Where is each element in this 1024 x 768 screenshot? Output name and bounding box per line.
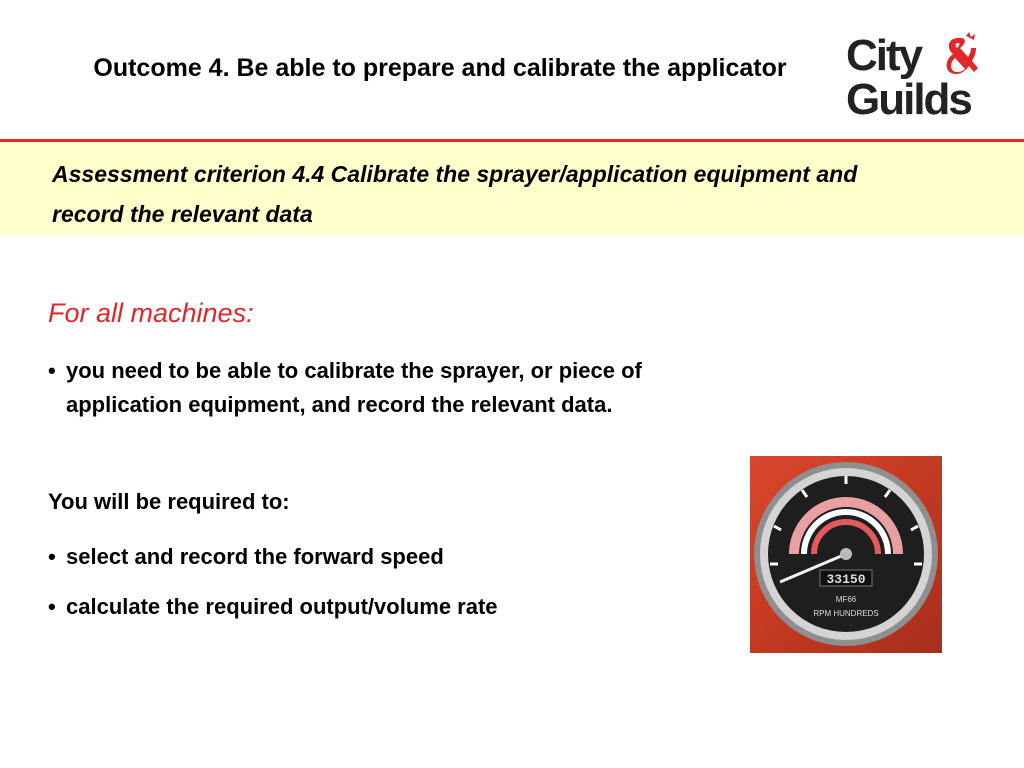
logo-guilds-wordmark: Guilds <box>846 75 971 124</box>
bullet-glyph: • <box>48 358 56 383</box>
gauge-center-label: MF66 <box>835 595 857 604</box>
tractormeter-gauge-illustration <box>750 456 942 653</box>
city-and-guilds-logo <box>846 31 976 124</box>
gauge-bottom-label: RPM HUNDREDS <box>813 609 879 618</box>
bullet-glyph: • <box>48 544 56 569</box>
bullet-text: select and record the forward speed <box>66 544 444 569</box>
section-heading: For all machines: <box>48 298 254 328</box>
bullet-item <box>48 590 668 624</box>
counter-reading: 33150 <box>826 572 866 587</box>
ampersand-lion-icon <box>938 32 978 80</box>
gauge-photo <box>750 456 942 653</box>
logo-city-wordmark: City <box>846 31 922 80</box>
bullet-item <box>48 540 668 574</box>
bullet-glyph: • <box>48 594 56 619</box>
bullet-text: calculate the required output/volume rate <box>66 594 498 619</box>
required-intro: You will be required to: <box>48 489 290 514</box>
assessment-criterion: Assessment criterion 4.4 Calibrate the sprayer/application equipment and record the relevant data <box>52 161 858 227</box>
bullet-item <box>48 354 688 458</box>
bullet-text: you need to be able to calibrate the sprayer, or piece of application equipment, and record the relevant data. <box>66 358 642 417</box>
slide-title: Outcome 4. Be able to prepare and calibrate the applicator <box>93 54 787 82</box>
